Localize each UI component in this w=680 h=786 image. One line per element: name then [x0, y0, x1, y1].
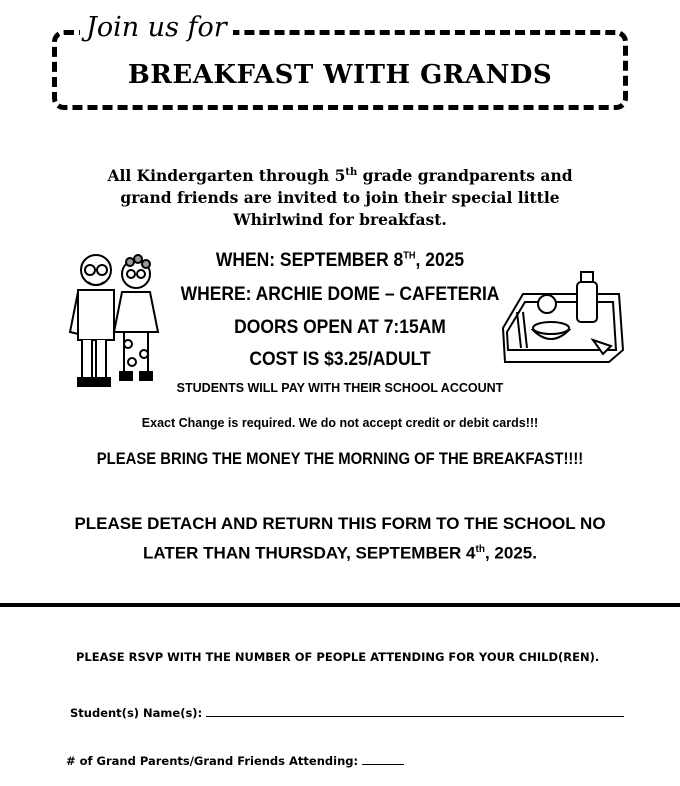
event-where: WHERE: ARCHIE DOME – CAFETERIA [180, 284, 500, 305]
event-when-a: WHEN: SEPTEMBER 8 [215, 250, 404, 271]
intro-line2: grand friends are invited to join their special little [120, 188, 560, 208]
page-title: BREAKFAST WITH GRANDS [127, 60, 553, 90]
students-payment-note: STUDENTS WILL PAY WITH THEIR SCHOOL ACCOUNT [176, 381, 504, 395]
detach-divider [0, 603, 680, 607]
bring-money-note: PLEASE BRING THE MONEY THE MORNING OF THE BREAKFAST!!!! [96, 450, 584, 468]
intro-line1-a: All Kindergarten through 5 [107, 166, 346, 186]
intro-line3: Whirlwind for breakfast. [233, 210, 447, 230]
doors-open-time: DOORS OPEN AT 7:15AM [234, 317, 446, 338]
detach-instruction [0, 511, 680, 567]
intro-line1-sup: th [345, 167, 358, 178]
cost-per-adult: COST IS $3.25/ADULT [249, 349, 431, 370]
grand-attending-count-field[interactable] [362, 764, 404, 765]
rsvp-instruction: PLEASE RSVP WITH THE NUMBER OF PEOPLE ATTENDING FOR YOUR CHILD(REN). [76, 650, 600, 664]
detach-line1: PLEASE DETACH AND RETURN THIS FORM TO THE SCHOOL NO [74, 514, 606, 533]
intro-line1-b: grade grandparents and [357, 166, 573, 186]
banner-script-text: Join us for [80, 12, 233, 43]
intro-paragraph [60, 162, 620, 231]
student-name-field[interactable] [206, 716, 624, 717]
event-when-sup: TH [403, 250, 416, 262]
event-when [27, 250, 653, 272]
grand-attending-row [66, 754, 404, 768]
event-when-b: , 2025 [415, 250, 465, 271]
detach-line2-sup: th [475, 544, 485, 555]
exact-change-note: Exact Change is required. We do not accept credit or debit cards!!! [141, 416, 539, 430]
student-name-label: Student(s) Name(s): [70, 706, 203, 720]
detach-line2-a: LATER THAN THURSDAY, SEPTEMBER 4 [143, 543, 476, 563]
grand-attending-label: # of Grand Parents/Grand Friends Attending: [66, 754, 359, 768]
detach-line2-b: , 2025. [484, 543, 537, 563]
student-name-row [70, 706, 624, 720]
